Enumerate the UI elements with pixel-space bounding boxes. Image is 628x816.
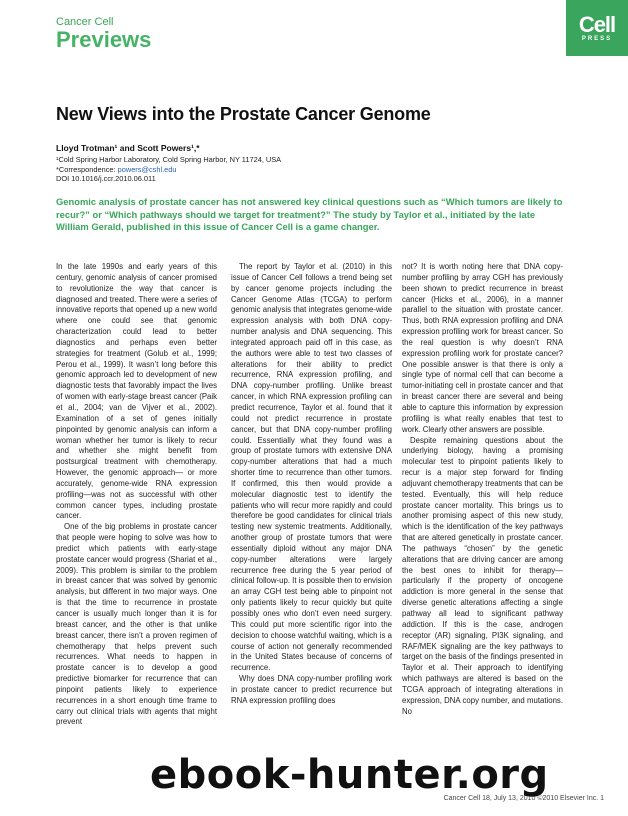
correspondence-label: *Correspondence: xyxy=(56,164,118,174)
logo-sub: PRESS xyxy=(581,36,613,42)
journal-header xyxy=(56,16,151,52)
abstract: Genomic analysis of prostate cancer has not answered key clinical questions such as “Which tumors are likely to recur?” or “Which pathways should we target for treatment?” The study by Taylor et al., initiated by the late William Gerald, published in this issue of Cancer Cell is a game changer. xyxy=(56,196,563,233)
affiliation: ¹Cold Spring Harbor Laboratory, Cold Spring Harbor, NY 11724, USA xyxy=(56,155,282,164)
paragraph: Why does DNA copy-number profiling work in prostate cancer to predict recurrence but RNA expression profiling does xyxy=(231,674,392,705)
article-title: New Views into the Prostate Cancer Genome xyxy=(56,104,431,124)
correspondence xyxy=(56,165,281,175)
page-footer: Cancer Cell 18, July 13, 2010 ©2010 Elsevier Inc. 1 xyxy=(443,795,604,802)
cell-press-logo xyxy=(566,0,628,56)
body-column-1 xyxy=(56,262,217,728)
body-column-3 xyxy=(402,262,563,717)
doi: DOI 10.1016/j.ccr.2010.06.011 xyxy=(56,174,156,184)
paragraph: Despite remaining questions about the underlying biology, having a promising molecular test to pinpoint patients likely to recur is a major step forward for finding adjuvant chemotherapy treatments that can be tested. Eventually, this will help reduce prostate cancer mortality. This brings us to another promising aspect of this new study, which is the identification of the key pathways that are altered genetically in prostate cancer. The pathways “chosen” by the genetic alterations that are driving cancer are among the best ones to inhibit for therapy—particularly if the property of oncogene addiction is more general in the sense that diverse genetic alterations affecting a single pathway all lead to significant pathway addiction. If this is the case, androgen receptor (AR) signaling, PI3K signaling, and RAF/MEK signaling are the key pathways to target on the basis of the findings presented in Taylor et al. Their approach to identifying which pathways are altered is based on the TCGA approach of integrating alterations in expression, DNA copy number, and mutations. No xyxy=(402,435,563,716)
affiliation-block xyxy=(56,155,281,184)
body-column-2 xyxy=(231,262,392,707)
logo-word: Cell xyxy=(578,12,616,37)
paragraph: The report by Taylor et al. (2010) in this issue of Cancer Cell follows a trend being set by cancer genome projects including the Cancer Genome Atlas (TCGA) to perform genomic analysis that integrates genome-wide expression analysis with both DNA copy-number analysis and DNA sequencing. This integrated approach paid off in this case, as the authors were able to test two classes of alterations for their ability to predict recurrence, RNA expression profiling, and DNA copy-number profiling. Unlike breast cancer, in which RNA expression profiling can predict recurrence, Taylor et al. found that it could not predict recurrence in prostate cancer, but that DNA copy-number profiling could. Essentially what they found was a group of prostate tumors with extensive DNA copy-number alterations that had a much shorter time to recurrence than other tumors. If confirmed, this then would provide a molecular diagnostic test to identify the patients who will recur more rapidly and could therefore be good candidates for clinical trials testing new systemic treatments. Additionally, another group of prostate tumors that were essentially diploid without any major DNA copy-number alterations were largely recurrence free during the 5 year period of clinical follow-up. It is possible then to envision an array CGH test being able to pinpoint not only patients likely to recur quickly but quite possibly ones who don’t even need surgery. This could put more scientific rigor into the decision to choose watchful waiting, which is a course of action not generally recommended in the United States because of concerns of recurrence. xyxy=(231,262,392,673)
correspondence-email-link[interactable]: powers@cshl.edu xyxy=(117,164,177,174)
journal-name: Cancer Cell xyxy=(56,16,114,28)
watermark: ebook-hunter.org xyxy=(150,752,549,798)
paragraph: One of the big problems in prostate cancer that people were hoping to solve was how to predict which patients with early-stage prostate cancer would progress (Shariat et al., 2009). This problem is similar to the problem in breast cancer that was solved by genomic analysis, but different in two major ways. One is that the time to recurrence in prostate cancer is usually much longer than it is for breast cancer, and the other is that unlike breast cancer, there isn’t a proven regimen of chemotherapy that helps prevent such recurrences. What needs to happen in prostate cancer is to develop a good predictive biomarker for recurrence that can pinpoint patients likely to experience recurrences in a short enough time frame to carry out clinical trials with agents that might prevent xyxy=(56,522,217,727)
paragraph: not? It is worth noting here that DNA copy-number profiling by array CGH has previously been shown to predict recurrence in breast cancer (Hicks et al., 2006), in a manner parallel to the situation with prostate cancer. Thus, both RNA expression profiling and DNA expression profiling work for breast cancer. So the real question is why doesn’t RNA expression profiling work for prostate cancer? One possible answer is that there is only a single type of normal cell that can become a tumor-initiating cell in prostate cancer and that in breast cancer there are several and being able to capture this information by expression profiling is what really enables that test to work. Clearly other answers are possible. xyxy=(402,262,563,434)
paragraph: In the late 1990s and early years of this century, genomic analysis of cancer promised to revolutionize the way that cancer is diagnosed and treated. There were a series of innovative reports that opened up a new world where one could see that genomic characterization could lead to better diagnostics and perhaps even better strategies for treatment (Golub et al., 1999; Perou et al., 1999). It wasn’t long before this genomic approach led to development of new diagnostic tests that favorably impact the lives of women with early-stage breast cancer (Paik et al., 2004; van de Vijver et al., 2002). Examination of a set of genes initially pinpointed by genomic analysis can inform a woman whether her tumor is likely to recur and whether she might benefit from postsurgical treatment with chemotherapy. However, the genomic approach— or more accurately, genome-wide RNA expression profiling—was not as successful with other common cancer types, including prostate cancer. xyxy=(56,262,217,521)
authors: Lloyd Trotman¹ and Scott Powers¹,* xyxy=(56,143,200,153)
section-label: Previews xyxy=(56,27,152,52)
